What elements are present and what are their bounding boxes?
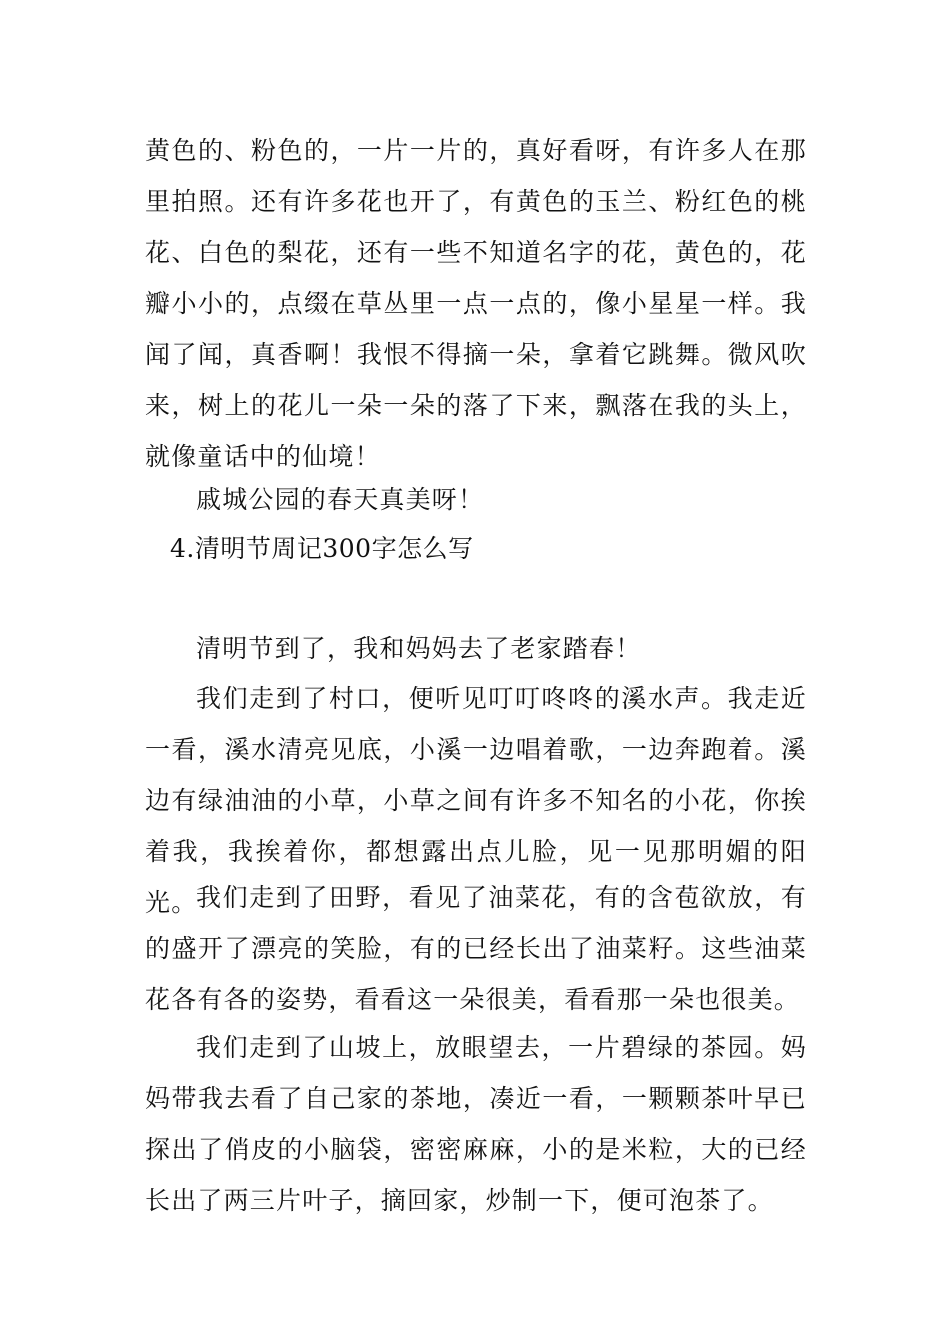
paragraph-park-conclusion: 戚城公园的春天真美呀！ [196, 485, 485, 514]
paragraph-tea-garden: 我们走到了山坡上，放眼望去，一片碧绿的茶园。妈妈带我去看了自己家的茶地，凑近一看，一颗颗茶叶早已探出了俏皮的小脑袋，密密麻麻，小的是米粒，大的已经长出了两三片叶子，摘回家，炒制一下，便可泡茶了。 [145, 1033, 807, 1215]
paragraph-village-stream: 我们走到了村口，便听见叮叮咚咚的溪水声。我走近一看，溪水清亮见底，小溪一边唱着歌，一边奔跑着。溪边有绿油油的小草，小草之间有许多不知名的小花，你挨着我，我挨着你，都想露出点儿脸，见一见那明媚的阳光。 [145, 684, 807, 917]
paragraph-rapeseed-field: 我们走到了田野，看见了油菜花，有的含苞欲放，有的盛开了漂亮的笑脸，有的已经长出了油菜籽。这些油菜花各有各的姿势，看看这一朵很美，看看那一朵也很美。 [145, 883, 807, 1014]
paragraph-intro: 清明节到了，我和妈妈去了老家踏春！ [196, 634, 642, 663]
section-heading: 4.清明节周记300字怎么写 [170, 534, 474, 563]
paragraph-park-flowers: 黄色的、粉色的，一片一片的，真好看呀，有许多人在那里拍照。还有许多花也开了，有黄色的玉兰、粉红色的桃花、白色的梨花，还有一些不知道名字的花，黄色的，花瓣小小的，点缀在草丛里一点一点的，像小星星一样。我闻了闻，真香啊！我恨不得摘一朵，拿着它跳舞。微风吹来，树上的花儿一朵一朵的落了下来，飘落在我的头上，就像童话中的仙境！ [145, 136, 807, 471]
